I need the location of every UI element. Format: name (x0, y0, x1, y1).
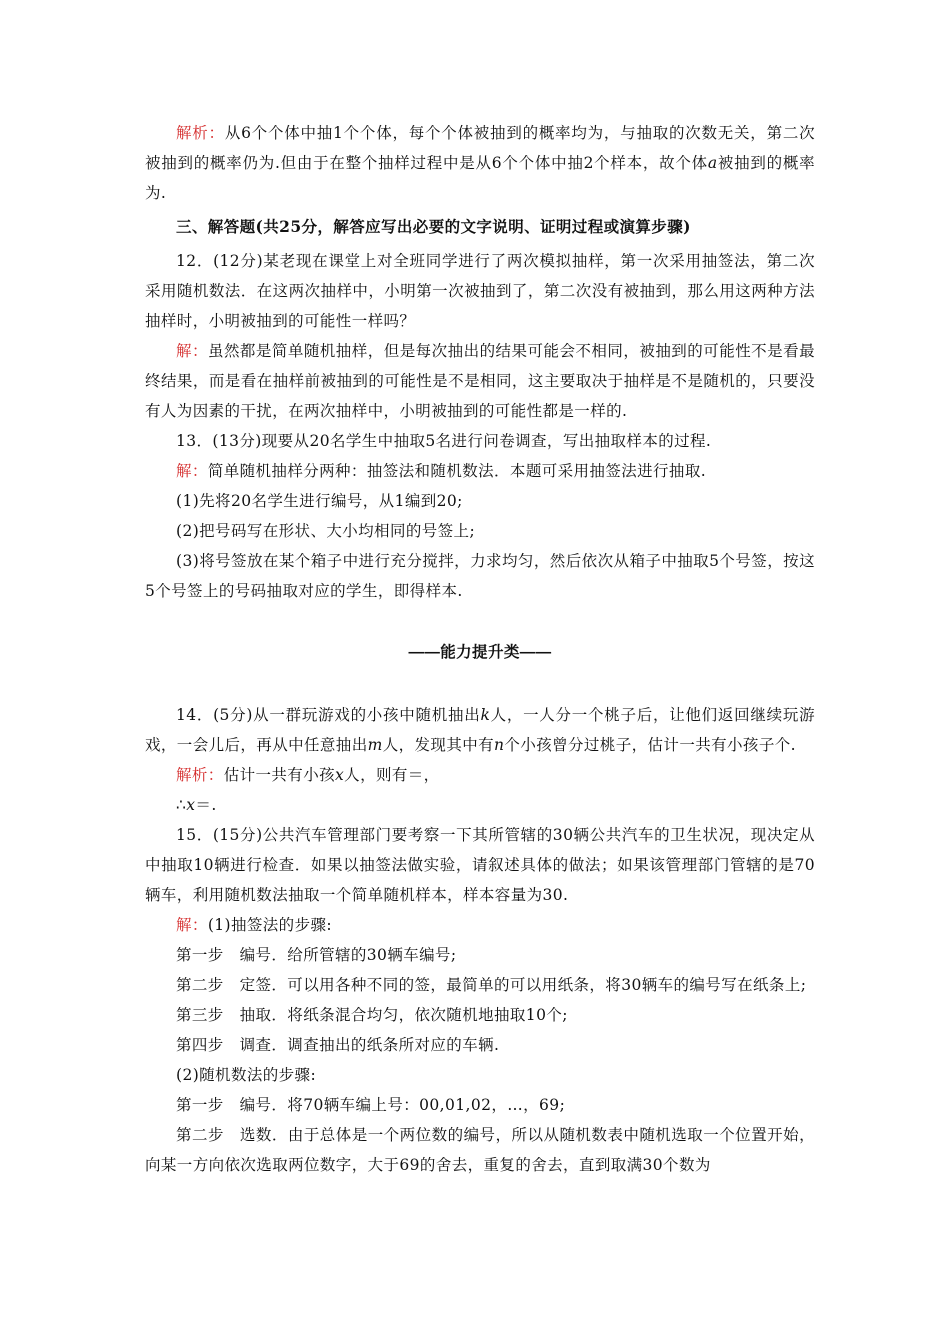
question-13: 13．(13分)现要从20名学生中抽取5名进行问卷调查，写出抽取样本的过程. (176, 432, 712, 450)
answer-label: 解： (176, 462, 208, 480)
answer-label: 解： (176, 342, 208, 360)
section-heading-3: 三、解答题(共25分，解答应写出必要的文字说明、证明过程或演算步骤) (176, 217, 691, 236)
answer-13-step-2: (2)把号码写在形状、大小均相同的号签上; (176, 522, 476, 540)
lottery-step-2: 第二步 定签．可以用各种不同的签，最简单的可以用纸条，将30辆车的编号写在纸条上; (176, 976, 807, 994)
random-number-heading: (2)随机数法的步骤: (176, 1066, 317, 1084)
answer-13-step-3: (3)将号签放在某个箱子中进行充分搅拌，力求均匀，然后依次从箱子中抽取5个号签，按这5个号签上的号码抽取对应的学生，即得样本. (145, 552, 815, 600)
lottery-step-4: 第四步 调查．调查抽出的纸条所对应的车辆. (176, 1036, 500, 1054)
random-step-2: 第二步 选数．由于总体是一个两位数的编号，所以从随机数表中随机选取一个位置开始，向某一方向依次选取两位数字，大于69的舍去，重复的舍去，直到取满30个数为 (145, 1126, 815, 1174)
lottery-step-3: 第三步 抽取．将纸条混合均匀，依次随机地抽取10个; (176, 1006, 568, 1024)
random-step-1: 第一步 编号．将70辆车编上号：00,01,02，…，69; (176, 1096, 566, 1114)
answer-12: 解：虽然都是简单随机抽样，但是每次抽出的结果可能会不相同，被抽到的可能性不是看最终结果，而是看在抽样前被抽到的可能性是不是相同，这主要取决于抽样是不是随机的，只要没有人为因素的干扰，在两次抽样中，小明被抽到的可能性都是一样的. (145, 342, 816, 420)
section-title-ability: ——能力提升类—— (408, 644, 552, 661)
answer-15: 解：(1)抽签法的步骤: (176, 916, 332, 934)
analysis-14-result: ∴x＝. (176, 796, 217, 814)
document-page (145, 118, 815, 1180)
question-12: 12．(12分)某老现在课堂上对全班同学进行了两次模拟抽样，第一次采用抽签法，第二次采用随机数法．在这两次抽样中，小明第一次被抽到了，第二次没有被抽到，那么用这两种方法抽样时，小明被抽到的可能性一样吗？ (145, 252, 815, 330)
answer-label: 解： (176, 916, 208, 934)
analysis-14: 解析：估计一共有小孩x人，则有＝， (176, 766, 440, 784)
lottery-step-1: 第一步 编号．给所管辖的30辆车编号; (176, 946, 457, 964)
analysis-11: 解析：从6个个体中抽1个个体，每个个体被抽到的概率均为，与抽取的次数无关，第二次被抽到的概率仍为.但由于在整个抽样过程中是从6个个体中抽2个样本，故个体a被抽到的概率为. (145, 124, 816, 202)
question-15: 15．(15分)公共汽车管理部门要考察一下其所管辖的30辆公共汽车的卫生状况，现决定从中抽取10辆进行检查．如果以抽签法做实验，请叙述具体的做法；如果该管理部门管辖的是70辆车，利用随机数法抽取一个简单随机样本，样本容量为30. (145, 826, 815, 904)
question-14: 14．(5分)从一群玩游戏的小孩中随机抽出k人，一人分一个桃子后，让他们返回继续玩游戏，一会儿后，再从中任意抽出m人，发现其中有n个小孩曾分过桃子，估计一共有小孩子个. (145, 706, 815, 754)
answer-13: 解：简单随机抽样分两种：抽签法和随机数法．本题可采用抽签法进行抽取. (176, 462, 707, 480)
analysis-label: 解析： (176, 124, 225, 142)
analysis-label: 解析： (176, 766, 224, 784)
answer-13-step-1: (1)先将20名学生进行编号，从1编到20; (176, 492, 463, 510)
